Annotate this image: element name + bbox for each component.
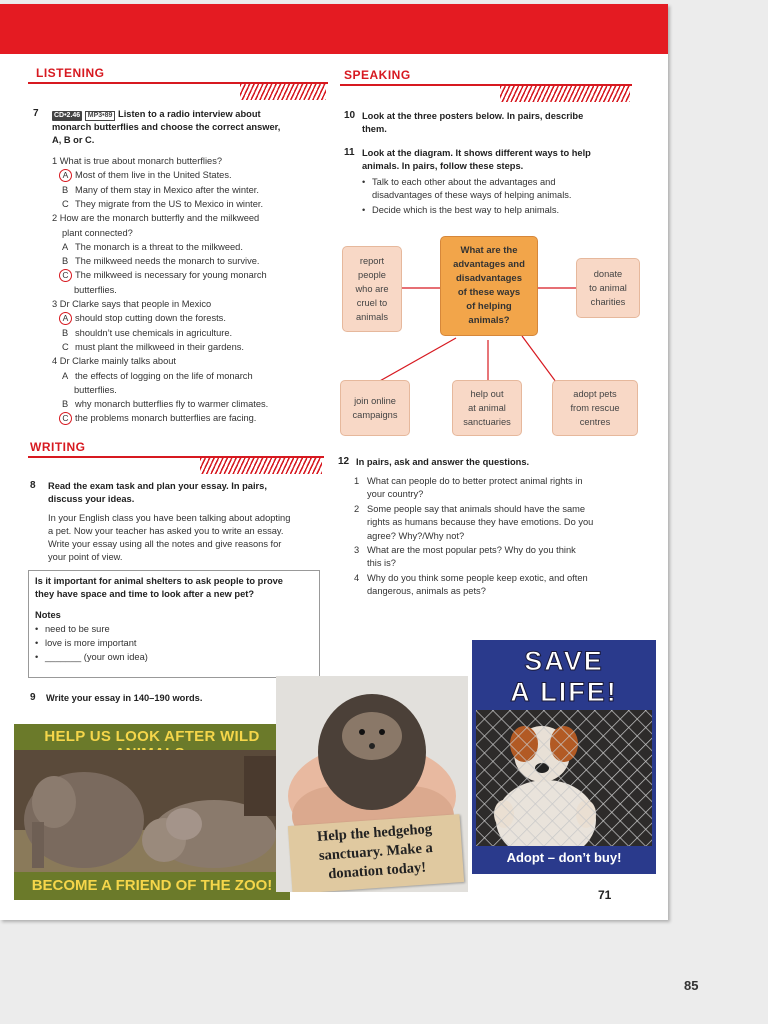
q7-option-continued: butterflies. (74, 284, 117, 295)
note-3: • _______ (your own idea) (45, 651, 148, 664)
option-text: They migrate from the US to Mexico in winter. (75, 198, 264, 209)
q7-option (62, 370, 253, 383)
option-text: the problems monarch butterflies are facing. (75, 413, 257, 424)
q10-number: 10 (344, 110, 356, 121)
option-letter: B (62, 327, 69, 338)
q12-item-number: 2 (354, 503, 360, 514)
q7-option (62, 184, 259, 197)
option-text: Most of them live in the United States. (75, 170, 232, 181)
hedgehog-line-3: donation today! (327, 859, 427, 883)
q12-item-1: your country? (367, 489, 424, 500)
elephants-photo (14, 750, 290, 872)
option-text: why monarch butterflies fly to warmer climates. (75, 399, 269, 410)
option-text: should stop cutting down the forests. (75, 313, 226, 324)
page-number: 71 (598, 888, 612, 902)
q7-option (62, 312, 226, 325)
q9-instruction: Write your essay in 140–190 words. (46, 693, 203, 703)
diagram-box-join: join online campaigns (340, 380, 410, 436)
q12-item-number: 4 (354, 572, 360, 583)
q12-item-3: this is? (367, 558, 396, 569)
option-letter: A (62, 241, 69, 252)
dog-photo (476, 710, 652, 846)
q11-instruction: Look at the diagram. It shows different ways to help animals. In pairs, follow these steps. (362, 148, 591, 171)
q12-number: 12 (338, 456, 350, 467)
writing-hatch (200, 458, 322, 474)
option-letter: C (59, 412, 72, 425)
q8-instruction: Read the exam task and plan your essay. In pairs, discuss your ideas. (48, 481, 267, 504)
option-text: shouldn’t use chemicals in agriculture. (75, 327, 233, 338)
q7-option (62, 255, 259, 268)
q7-option (62, 412, 256, 425)
q7-option (62, 327, 232, 340)
q7-option (62, 269, 267, 282)
listening-heading: LISTENING (36, 66, 105, 80)
poster-zoo (14, 724, 290, 900)
q7-option (62, 169, 232, 182)
q7-option (62, 241, 243, 254)
poster-save-a-life (472, 640, 656, 874)
hedgehog-note (288, 814, 464, 892)
q7-option-continued: butterflies. (74, 384, 117, 395)
q11-number: 11 (344, 147, 355, 158)
q12-item-2: rights as humans because they have emotions. Do you (367, 517, 594, 528)
q8-number: 8 (30, 480, 36, 491)
diagram-box-report: report people who are cruel to animals (342, 246, 402, 332)
zoo-top-text: HELP US LOOK AFTER WILD (44, 728, 260, 745)
q12-item-2: Some people say that animals should have the same (367, 503, 586, 514)
listening-hatch (240, 84, 326, 100)
poster-hedgehog (276, 676, 468, 892)
option-letter: B (62, 184, 69, 195)
back-page-number: 85 (684, 978, 699, 993)
q10-instruction: Look at the three posters below. In pairs, describe them. (362, 111, 584, 134)
q7-question-2: plant connected? (62, 227, 133, 238)
q11-bullet-2: • Decide which is the best way to help animals. (372, 204, 559, 217)
option-text: The monarch is a threat to the milkweed. (75, 241, 243, 252)
exam-task-box (28, 570, 320, 678)
q9-number: 9 (30, 692, 36, 703)
option-text: Many of them stay in Mexico after the winter. (75, 184, 259, 195)
q12-item-2: agree? Why?/Why not? (367, 530, 465, 541)
save-line-2: A LIFE! (510, 677, 618, 707)
option-letter: C (59, 269, 72, 282)
q7-option (62, 341, 244, 354)
speaking-heading: SPEAKING (344, 68, 411, 82)
note-2: • love is more important (45, 637, 136, 650)
option-letter: C (62, 198, 69, 209)
save-line-1: SAVE (524, 646, 604, 676)
option-letter: A (62, 370, 69, 381)
option-text: The milkweed needs the monarch to survive. (75, 256, 260, 267)
q7-option (62, 398, 268, 411)
q12-item-number: 1 (354, 476, 360, 486)
textbook-page (0, 4, 668, 920)
diagram-box-adopt: adopt pets from rescue centres (552, 380, 638, 436)
q12-item-number: 3 (354, 545, 360, 555)
option-letter: A (59, 312, 72, 325)
adopt-slogan: Adopt – don’t buy! (506, 850, 622, 865)
q12-item-3: What are the most popular pets? Why do you think (367, 545, 576, 555)
notes-title: Notes (35, 610, 61, 620)
writing-heading: WRITING (30, 440, 86, 454)
option-text: the effects of logging on the life of monarch (75, 370, 253, 381)
q7-question-2: 2 How are the monarch butterfly and the milkweed (52, 213, 260, 224)
option-letter: C (62, 341, 69, 352)
mp3-track-badge: MP3•89 (85, 111, 116, 121)
hedgehog-line-2: sanctuary. Make a (318, 840, 434, 864)
q7-question-4: 4 Dr Clarke mainly talks about (52, 356, 177, 367)
hedgehog-line-1: Help the hedgehog (316, 821, 433, 846)
diagram-box-help: help out at animal sanctuaries (452, 380, 522, 436)
q7-number: 7 (33, 108, 39, 119)
option-text: must plant the milkweed in their gardens. (75, 341, 244, 352)
q7-option (62, 198, 263, 211)
q12-instruction: In pairs, ask and answer the questions. (356, 457, 530, 467)
diagram-box-donate: donate to animal charities (576, 258, 640, 318)
option-letter: B (62, 399, 69, 410)
q8-task-text: In your English class you have been talking about adopting a pet. Now your teacher has asked you to write an essay. Write your essay using all the notes and give reasons for your point of view. (48, 513, 291, 562)
q11-bullet-1: • Talk to each other about the advantages and disadvantages of these ways of helping animals. (372, 176, 632, 202)
note-1: • need to be sure (45, 623, 110, 636)
speaking-hatch (500, 86, 630, 102)
q12-item-1: What can people do to better protect animal rights in (367, 476, 583, 486)
q7-question-3: 3 Dr Clarke says that people in Mexico (52, 299, 212, 309)
option-letter: B (62, 256, 69, 267)
q7-instruction: CD•2.46 MP3•89 Listen to a radio interview about monarch butterflies and choose the correct answer, A, B or C. (52, 109, 281, 145)
option-text: The milkweed is necessary for young monarch (75, 270, 267, 281)
cd-track-badge: CD•2.46 (54, 112, 81, 119)
q7-question-1: 1 What is true about monarch butterflies? (52, 156, 223, 166)
q12-item-4: dangerous, animals as pets? (367, 586, 486, 597)
q12-item-4: Why do you think some people keep exotic, and often (367, 572, 588, 583)
diagram-center-question: What are the advantages and disadvantages of these ways of helping animals? (440, 236, 538, 336)
red-header-bar (0, 4, 668, 54)
task-question: Is it important for animal shelters to ask people to prove they have space and time to look after a new pet? (35, 576, 283, 599)
zoo-bottom-text: BECOME A FRIEND OF THE ZOO! (31, 877, 273, 894)
option-letter: A (59, 169, 72, 182)
